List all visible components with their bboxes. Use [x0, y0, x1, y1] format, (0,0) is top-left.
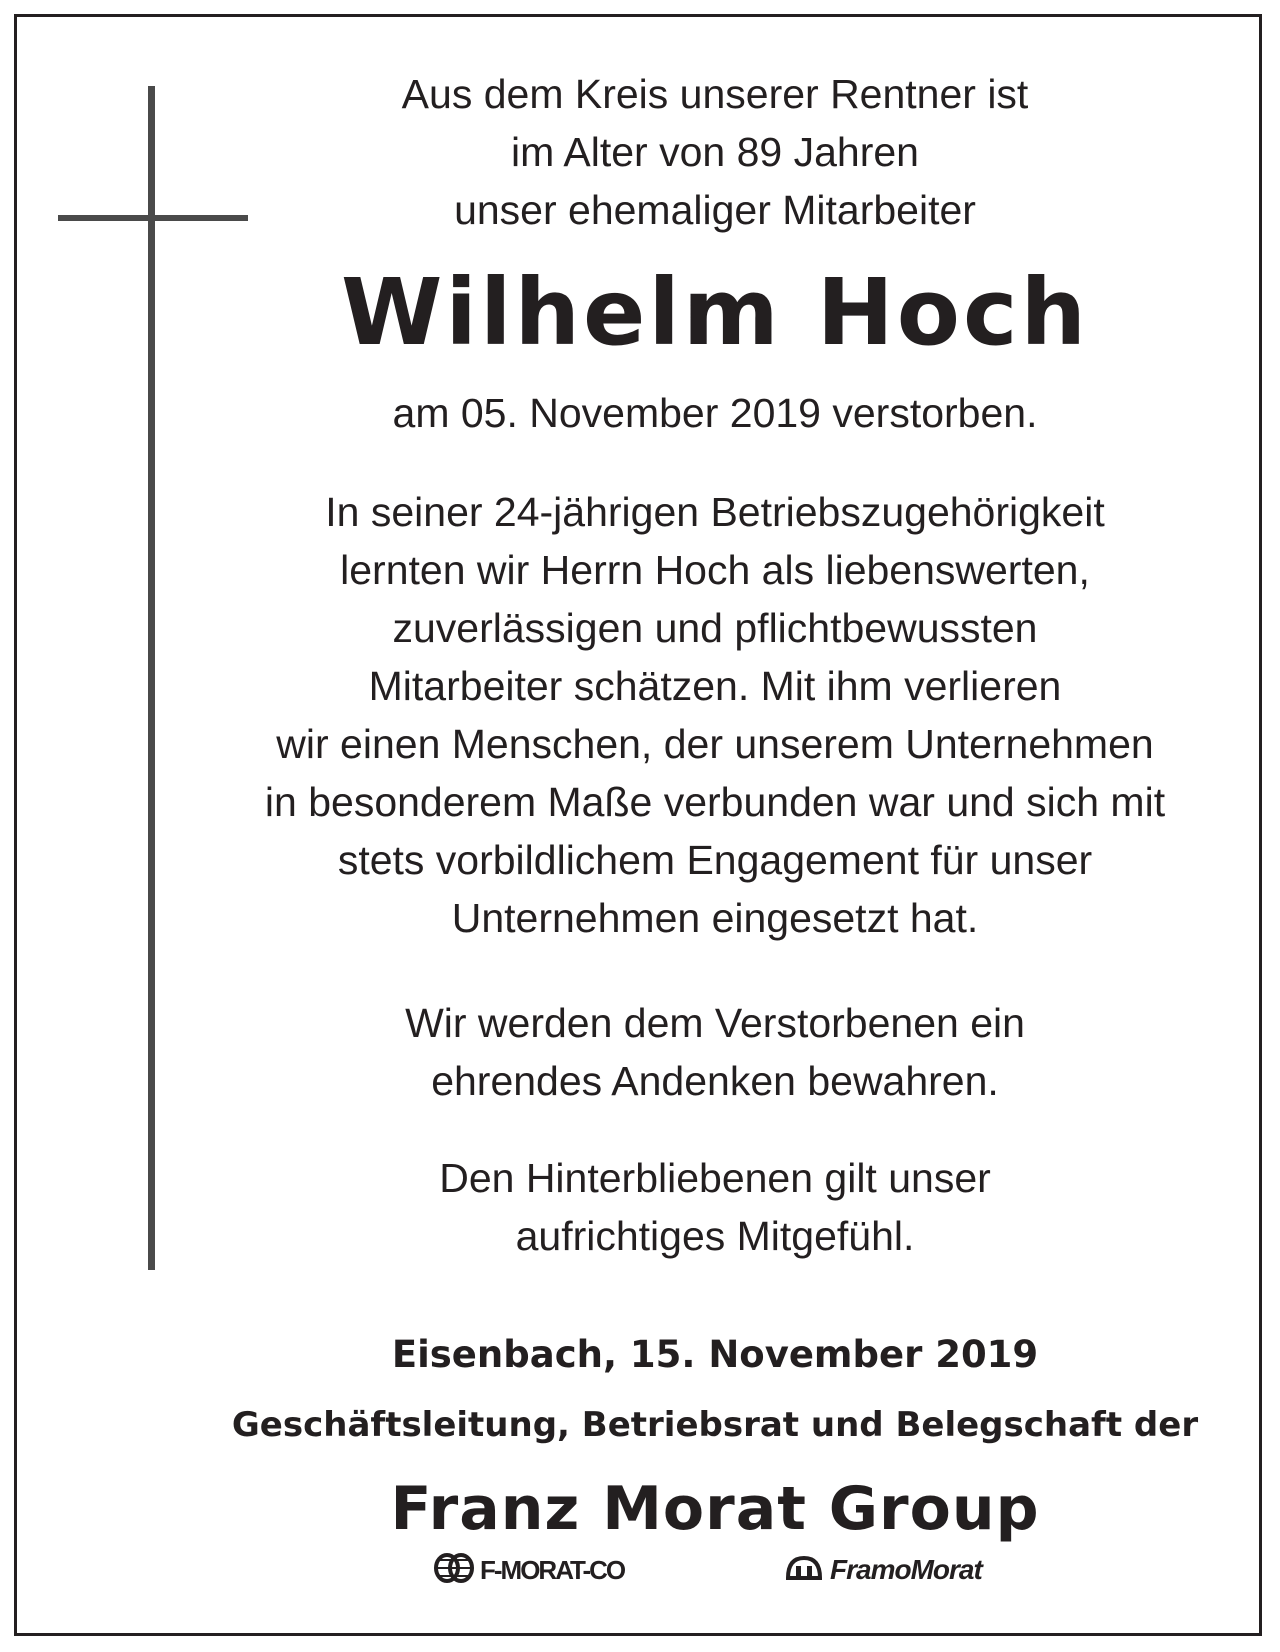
tribute-line: stets vorbildlichem Engagement für unser [337, 837, 1093, 883]
f-morat-co-wordmark: F-MORAT-CO [480, 1554, 625, 1585]
date-of-death-line: am 05. November 2019 verstorben. [392, 390, 1038, 436]
condolence-text [190, 1149, 1240, 1265]
tribute-line: lernten wir Herrn Hoch als liebenswerten, [340, 547, 1090, 593]
framo-morat-wordmark: FramoMorat [830, 1554, 982, 1585]
intro-line: unser ehemaliger Mitarbeiter [454, 187, 976, 233]
gear-rings-icon [434, 1552, 476, 1589]
intro-line: Aus dem Kreis unserer Rentner ist [401, 71, 1029, 117]
intro-line: im Alter von 89 Jahren [511, 129, 919, 175]
tribute-text [190, 483, 1240, 947]
memory-text [190, 994, 1240, 1110]
date-of-death [190, 384, 1240, 442]
company-name: Franz Morat Group [390, 1474, 1040, 1544]
f-morat-co-logo [434, 1550, 624, 1590]
condolence-line: aufrichtiges Mitgefühl. [515, 1213, 915, 1259]
framo-emblem-icon [784, 1554, 824, 1587]
intro-text [190, 65, 1240, 239]
tribute-line: In seiner 24-jährigen Betriebszugehörigkeit [325, 489, 1105, 535]
memory-line: ehrendes Andenken bewahren. [431, 1058, 999, 1104]
framo-morat-logo [784, 1550, 982, 1590]
tribute-line: Unternehmen eingesetzt hat. [451, 895, 979, 941]
tribute-line: in besonderem Maße verbunden war und sich mit [264, 779, 1166, 825]
signatories-line: Geschäftsleitung, Betriebsrat und Belegschaft der [231, 1405, 1199, 1445]
cross-vertical-bar [148, 86, 155, 1270]
tribute-line: Mitarbeiter schätzen. Mit ihm verlieren [368, 663, 1062, 709]
place-and-date: Eisenbach, 15. November 2019 [391, 1333, 1039, 1376]
tribute-line: wir einen Menschen, der unserem Unternehmen [276, 721, 1154, 767]
memory-line: Wir werden dem Verstorbenen ein [405, 1000, 1025, 1046]
deceased-name: Wilhelm Hoch [340, 259, 1090, 366]
condolence-line: Den Hinterbliebenen gilt unser [439, 1155, 991, 1201]
tribute-line: zuverlässigen und pflichtbewussten [392, 605, 1038, 651]
